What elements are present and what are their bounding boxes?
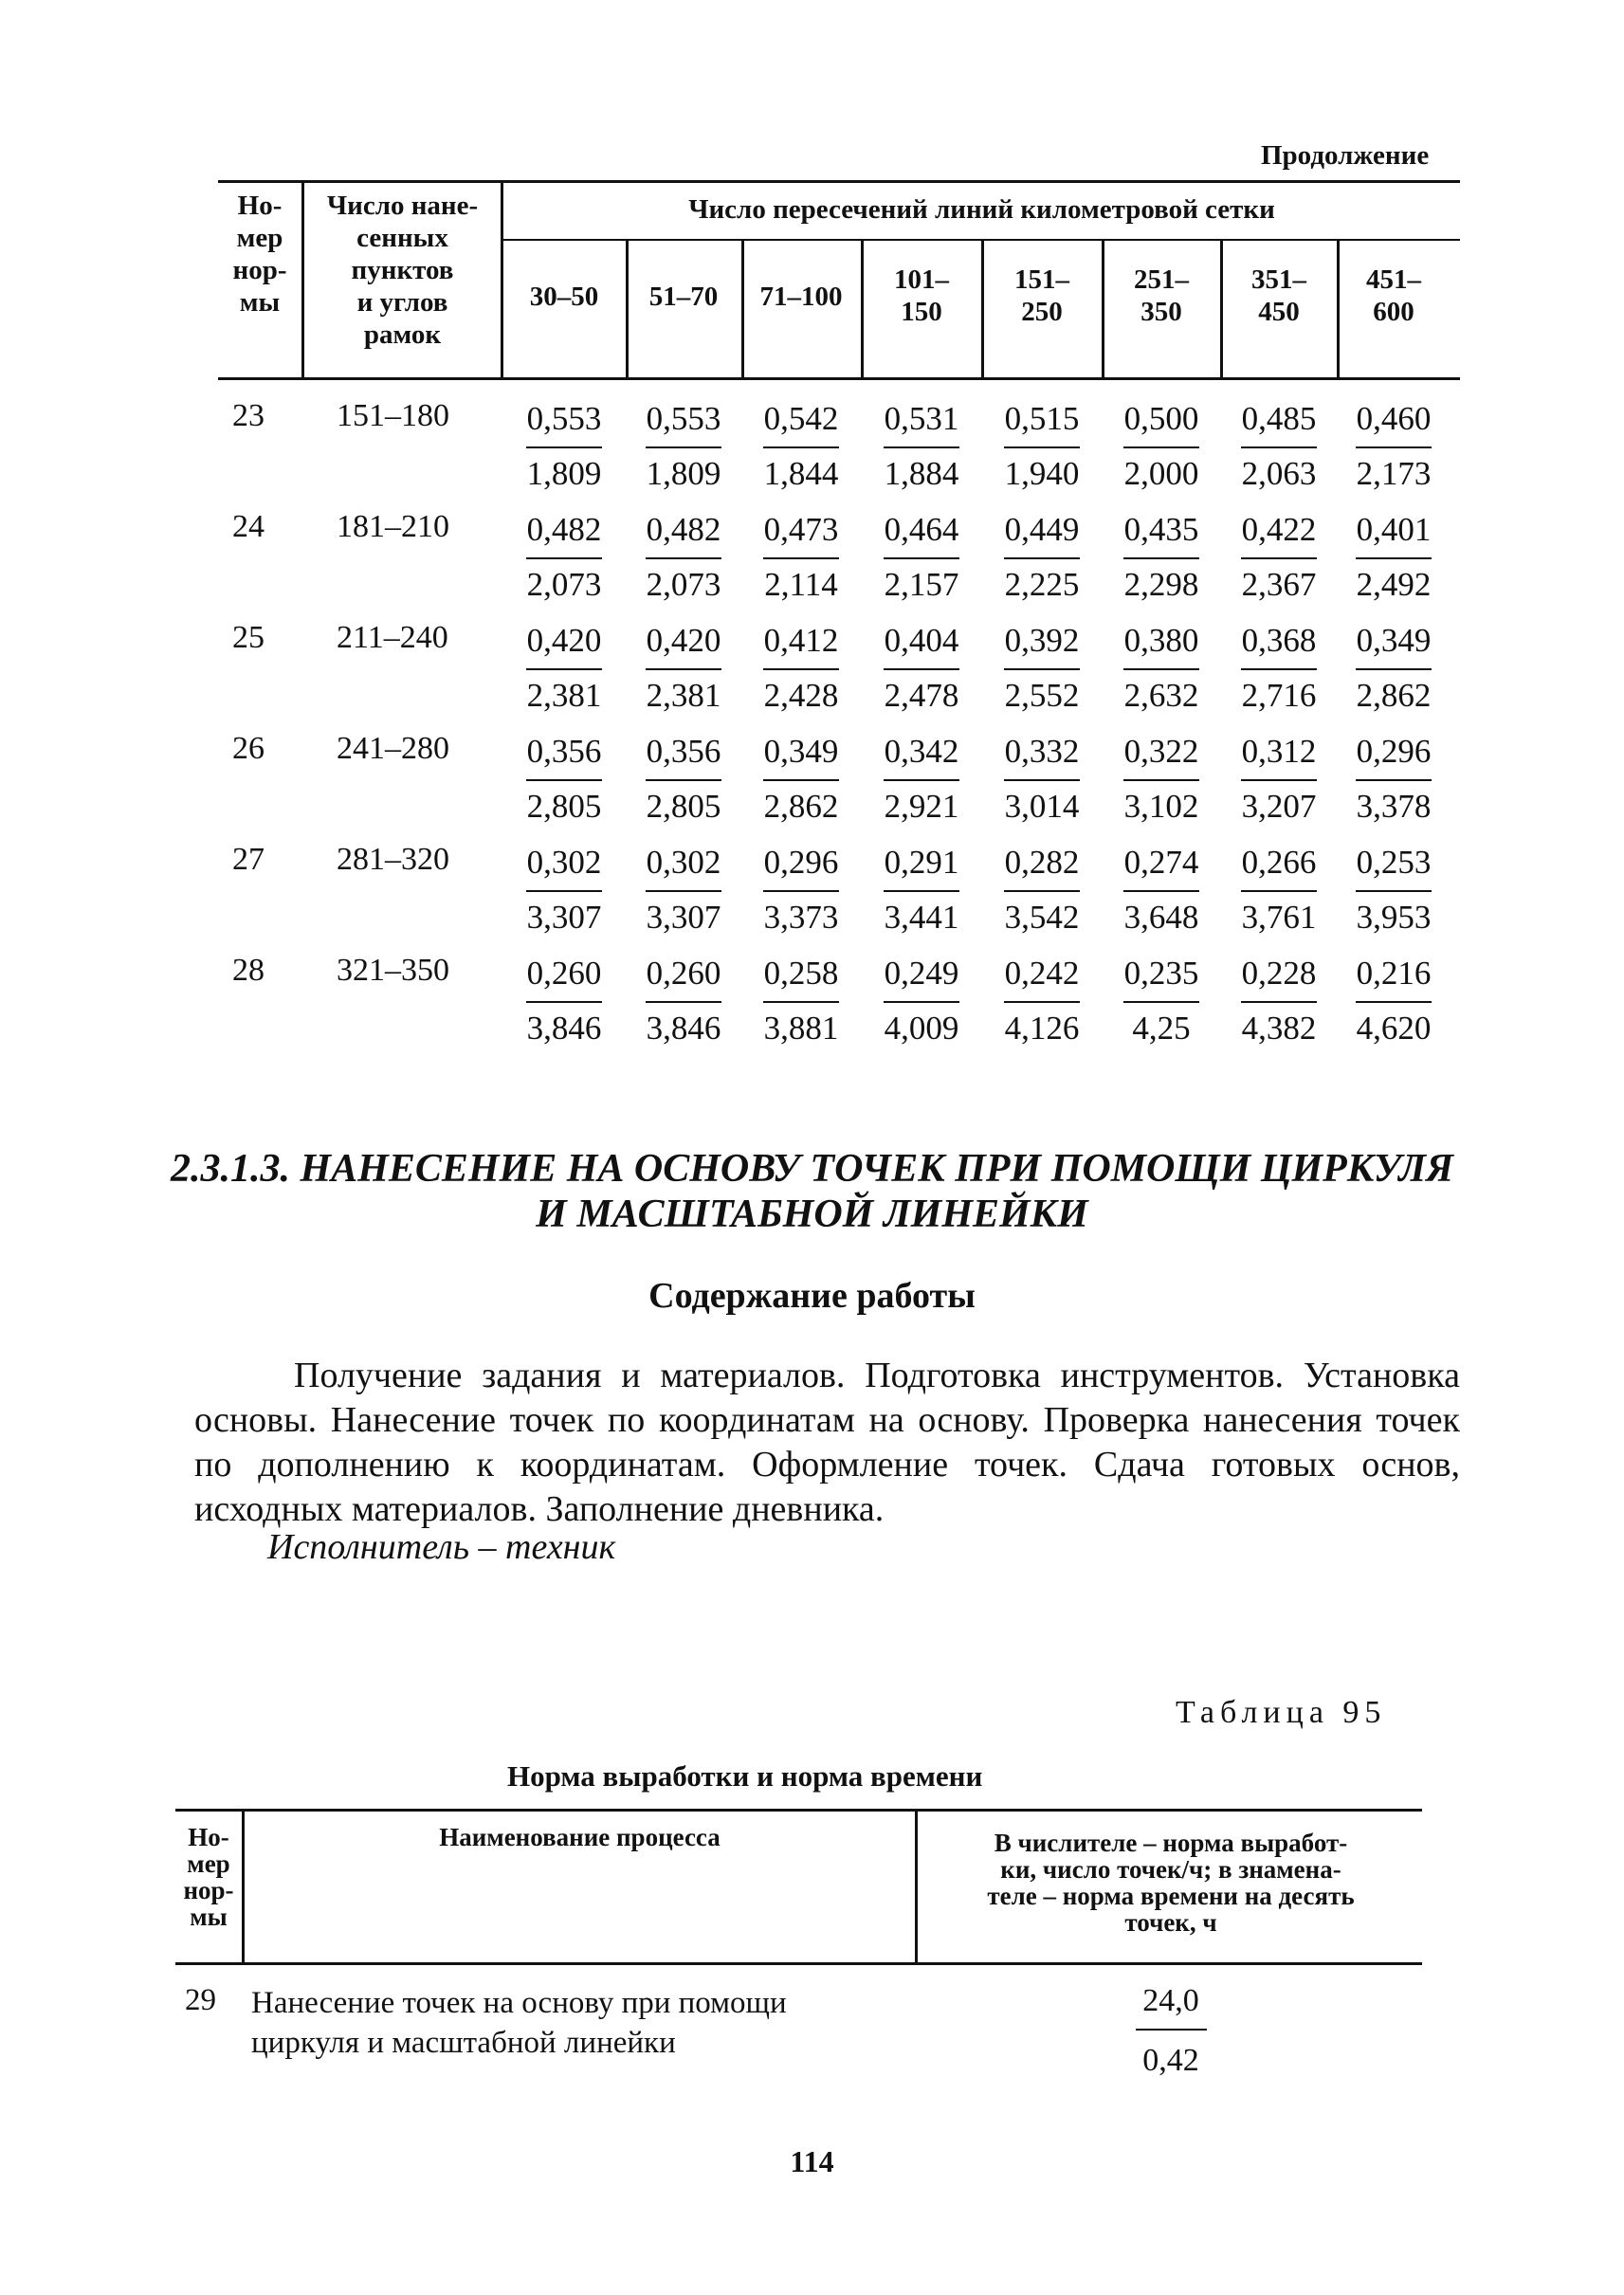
numerator-cell: 0,553 — [526, 400, 602, 437]
norm-number-cell: 26 — [232, 731, 265, 766]
table2-header-bottom-rule — [175, 1962, 1422, 1965]
table2-top-rule — [175, 1809, 1422, 1812]
denominator-cell: 2,225 — [1004, 566, 1080, 603]
fraction-line — [1356, 890, 1432, 892]
denominator-cell: 2,805 — [646, 788, 721, 825]
numerator-cell: 0,412 — [763, 622, 839, 659]
numerator-cell: 0,515 — [1004, 400, 1080, 437]
numerator-cell: 0,291 — [884, 844, 959, 881]
fraction-line — [1004, 890, 1080, 892]
norm-number-cell: 27 — [232, 842, 265, 877]
table1-header-bottom-rule — [218, 377, 1460, 380]
numerator-cell: 0,542 — [763, 400, 839, 437]
fraction-line — [1356, 557, 1432, 559]
points-range-cell: 241–280 — [337, 731, 449, 766]
fraction-line — [1004, 557, 1080, 559]
numerator-cell: 0,253 — [1356, 844, 1432, 881]
table1-vrule — [861, 239, 864, 377]
table2-vrule — [915, 1809, 918, 1962]
denominator-cell: 3,761 — [1241, 899, 1317, 936]
table2-row-numerator: 24,0 — [1142, 1983, 1199, 2018]
numerator-cell: 0,485 — [1241, 400, 1317, 437]
fraction-line — [763, 1001, 839, 1003]
fraction-line — [763, 779, 839, 781]
numerator-cell: 0,302 — [646, 844, 721, 881]
table1-top-rule — [218, 180, 1460, 183]
denominator-cell: 4,25 — [1132, 1010, 1191, 1047]
numerator-cell: 0,302 — [526, 844, 602, 881]
numerator-cell: 0,464 — [884, 511, 959, 548]
table2-row-denominator: 0,42 — [1142, 2043, 1199, 2078]
numerator-cell: 0,356 — [526, 733, 602, 770]
numerator-cell: 0,296 — [1356, 733, 1432, 770]
denominator-cell: 3,102 — [1123, 788, 1199, 825]
denominator-cell: 2,157 — [884, 566, 959, 603]
numerator-cell: 0,235 — [1123, 955, 1199, 992]
denominator-cell: 2,073 — [526, 566, 602, 603]
range-header: 151– 250 — [1014, 264, 1069, 327]
fraction-line — [526, 890, 602, 892]
denominator-cell: 2,921 — [884, 788, 959, 825]
fraction-line — [763, 446, 839, 448]
numerator-cell: 0,531 — [884, 400, 959, 437]
numerator-cell: 0,420 — [526, 622, 602, 659]
fraction-line — [884, 1001, 959, 1003]
numerator-cell: 0,282 — [1004, 844, 1080, 881]
denominator-cell: 2,862 — [1356, 677, 1432, 714]
fraction-line — [646, 779, 721, 781]
fraction-line — [526, 1001, 602, 1003]
denominator-cell: 4,382 — [1241, 1010, 1317, 1047]
numerator-cell: 0,266 — [1241, 844, 1317, 881]
fraction-line — [884, 668, 959, 670]
norm-number-cell: 23 — [232, 398, 265, 433]
denominator-cell: 1,884 — [884, 455, 959, 492]
denominator-cell: 1,940 — [1004, 455, 1080, 492]
numerator-cell: 0,274 — [1123, 844, 1199, 881]
denominator-cell: 3,378 — [1356, 788, 1432, 825]
fraction-line — [1356, 1001, 1432, 1003]
denominator-cell: 2,862 — [763, 788, 839, 825]
numerator-cell: 0,216 — [1356, 955, 1432, 992]
fraction-line — [1241, 779, 1317, 781]
range-header: 71–100 — [759, 282, 843, 312]
denominator-cell: 2,063 — [1241, 455, 1317, 492]
table1-header-points-count: Число нане- сенных пунктов и углов рамок — [326, 191, 479, 350]
numerator-cell: 0,380 — [1123, 622, 1199, 659]
fraction-line — [1136, 2029, 1207, 2031]
numerator-cell: 0,312 — [1241, 733, 1317, 770]
denominator-cell: 2,114 — [764, 566, 838, 603]
points-range-cell: 281–320 — [337, 842, 449, 877]
range-header: 51–70 — [648, 282, 719, 312]
table2-header-norm-number: Но- мер нор- мы — [183, 1823, 234, 1931]
fraction-line — [763, 890, 839, 892]
table2-label: Таблица 95 — [1176, 1695, 1387, 1730]
fraction-line — [1241, 446, 1317, 448]
numerator-cell: 0,332 — [1004, 733, 1080, 770]
fraction-line — [763, 668, 839, 670]
denominator-cell: 3,846 — [646, 1010, 721, 1047]
denominator-cell: 2,428 — [763, 677, 839, 714]
fraction-line — [1123, 890, 1199, 892]
denominator-cell: 3,881 — [763, 1010, 839, 1047]
numerator-cell: 0,342 — [884, 733, 959, 770]
denominator-cell: 2,000 — [1123, 455, 1199, 492]
denominator-cell: 3,441 — [884, 899, 959, 936]
range-header: 101– 150 — [894, 264, 949, 327]
fraction-line — [526, 668, 602, 670]
numerator-cell: 0,349 — [763, 733, 839, 770]
numerator-cell: 0,422 — [1241, 511, 1317, 548]
denominator-cell: 2,298 — [1123, 566, 1199, 603]
denominator-cell: 3,373 — [763, 899, 839, 936]
range-header: 251– 350 — [1134, 264, 1189, 327]
fraction-line — [763, 557, 839, 559]
table2-header-value: В числителе – норма выработ- ки, число точек/ч; в знамена- теле – норма времени на десять точек, ч — [987, 1829, 1355, 1937]
denominator-cell: 1,809 — [526, 455, 602, 492]
table2-header-process: Наименование процесса — [439, 1823, 721, 1851]
fraction-line — [1356, 668, 1432, 670]
numerator-cell: 0,260 — [526, 955, 602, 992]
norm-number-cell: 24 — [232, 509, 265, 544]
fraction-line — [646, 1001, 721, 1003]
denominator-cell: 3,307 — [646, 899, 721, 936]
denominator-cell: 4,620 — [1356, 1010, 1432, 1047]
numerator-cell: 0,322 — [1123, 733, 1199, 770]
section-title-line2: И МАСШТАБНОЙ ЛИНЕЙКИ — [536, 1193, 1088, 1236]
denominator-cell: 3,953 — [1356, 899, 1432, 936]
numerator-cell: 0,258 — [763, 955, 839, 992]
table1-header-norm-number: Но- мер нор- мы — [232, 191, 287, 318]
denominator-cell: 3,307 — [526, 899, 602, 936]
fraction-line — [526, 446, 602, 448]
numerator-cell: 0,482 — [646, 511, 721, 548]
table2-row-norm: 29 — [185, 1983, 216, 2017]
denominator-cell: 4,126 — [1004, 1010, 1080, 1047]
denominator-cell: 2,367 — [1241, 566, 1317, 603]
numerator-cell: 0,553 — [646, 400, 721, 437]
numerator-cell: 0,349 — [1356, 622, 1432, 659]
fraction-line — [884, 446, 959, 448]
norm-number-cell: 25 — [232, 620, 265, 655]
fraction-line — [1241, 1001, 1317, 1003]
fraction-line — [1241, 668, 1317, 670]
fraction-line — [1356, 446, 1432, 448]
fraction-line — [884, 557, 959, 559]
numerator-cell: 0,368 — [1241, 622, 1317, 659]
points-range-cell: 211–240 — [337, 620, 448, 655]
table2-row-process: Нанесение точек на основу при помощи циркуля и масштабной линейки — [251, 1986, 787, 2060]
denominator-cell: 3,542 — [1004, 899, 1080, 936]
denominator-cell: 1,809 — [646, 455, 721, 492]
fraction-line — [1241, 890, 1317, 892]
denominator-cell: 2,552 — [1004, 677, 1080, 714]
numerator-cell: 0,460 — [1356, 400, 1432, 437]
numerator-cell: 0,260 — [646, 955, 721, 992]
fraction-line — [1241, 557, 1317, 559]
fraction-line — [1123, 557, 1199, 559]
fraction-line — [1123, 1001, 1199, 1003]
fraction-line — [1123, 779, 1199, 781]
fraction-line — [1004, 779, 1080, 781]
fraction-line — [526, 557, 602, 559]
numerator-cell: 0,401 — [1356, 511, 1432, 548]
section-subheading: Содержание работы — [648, 1276, 976, 1316]
section-title-line1: 2.3.1.3. НАНЕСЕНИЕ НА ОСНОВУ ТОЧЕК ПРИ ПОМОЩИ ЦИРКУЛЯ — [170, 1147, 1454, 1191]
fraction-line — [1356, 779, 1432, 781]
numerator-cell: 0,392 — [1004, 622, 1080, 659]
numerator-cell: 0,228 — [1241, 955, 1317, 992]
denominator-cell: 2,716 — [1241, 677, 1317, 714]
range-header: 451– 600 — [1366, 264, 1421, 327]
denominator-cell: 2,478 — [884, 677, 959, 714]
fraction-line — [646, 890, 721, 892]
denominator-cell: 3,014 — [1004, 788, 1080, 825]
fraction-line — [526, 779, 602, 781]
denominator-cell: 3,846 — [526, 1010, 602, 1047]
norm-number-cell: 28 — [232, 953, 265, 988]
numerator-cell: 0,249 — [884, 955, 959, 992]
section-paragraph-text: Получение задания и материалов. Подготовка инструментов. Установка основы. Нанесение точек по координатам на основу. Проверка нанесения точек по дополнению к координатам. Оформление точек. Сдача готовых основ, исходных материалов. Заполнение дневника. — [194, 1356, 1460, 1529]
denominator-cell: 2,492 — [1356, 566, 1432, 603]
fraction-line — [1004, 1001, 1080, 1003]
numerator-cell: 0,500 — [1123, 400, 1199, 437]
denominator-cell: 2,173 — [1356, 455, 1432, 492]
denominator-cell: 2,381 — [526, 677, 602, 714]
denominator-cell: 2,632 — [1123, 677, 1199, 714]
fraction-line — [1123, 446, 1199, 448]
numerator-cell: 0,242 — [1004, 955, 1080, 992]
fraction-line — [884, 779, 959, 781]
continuation-label: Продолжение — [1261, 140, 1430, 171]
fraction-line — [646, 446, 721, 448]
denominator-cell: 2,073 — [646, 566, 721, 603]
fraction-line — [1004, 446, 1080, 448]
page-number: 114 — [790, 2144, 834, 2178]
denominator-cell: 3,207 — [1241, 788, 1317, 825]
fraction-line — [1004, 668, 1080, 670]
denominator-cell: 3,648 — [1123, 899, 1199, 936]
points-range-cell: 321–350 — [337, 953, 449, 988]
numerator-cell: 0,473 — [763, 511, 839, 548]
denominator-cell: 2,805 — [526, 788, 602, 825]
numerator-cell: 0,356 — [646, 733, 721, 770]
points-range-cell: 181–210 — [337, 509, 449, 544]
numerator-cell: 0,420 — [646, 622, 721, 659]
numerator-cell: 0,404 — [884, 622, 959, 659]
points-range-cell: 151–180 — [337, 398, 449, 433]
fraction-line — [884, 890, 959, 892]
denominator-cell: 1,844 — [763, 455, 839, 492]
denominator-cell: 4,009 — [884, 1010, 959, 1047]
table1-vrule — [981, 239, 984, 377]
fraction-line — [646, 668, 721, 670]
fraction-line — [646, 557, 721, 559]
section-paragraph — [194, 1354, 1460, 1532]
range-header: 30–50 — [529, 282, 599, 312]
fraction-line — [1123, 668, 1199, 670]
numerator-cell: 0,296 — [763, 844, 839, 881]
table1-header-intersections: Число пересечений линий километровой сетки — [688, 194, 1275, 225]
executor-line: Исполнитель – техник — [267, 1527, 616, 1567]
range-header: 351– 450 — [1251, 264, 1306, 327]
denominator-cell: 2,381 — [646, 677, 721, 714]
numerator-cell: 0,482 — [526, 511, 602, 548]
numerator-cell: 0,449 — [1004, 511, 1080, 548]
table2-caption: Норма выработки и норма времени — [507, 1759, 983, 1793]
numerator-cell: 0,435 — [1123, 511, 1199, 548]
